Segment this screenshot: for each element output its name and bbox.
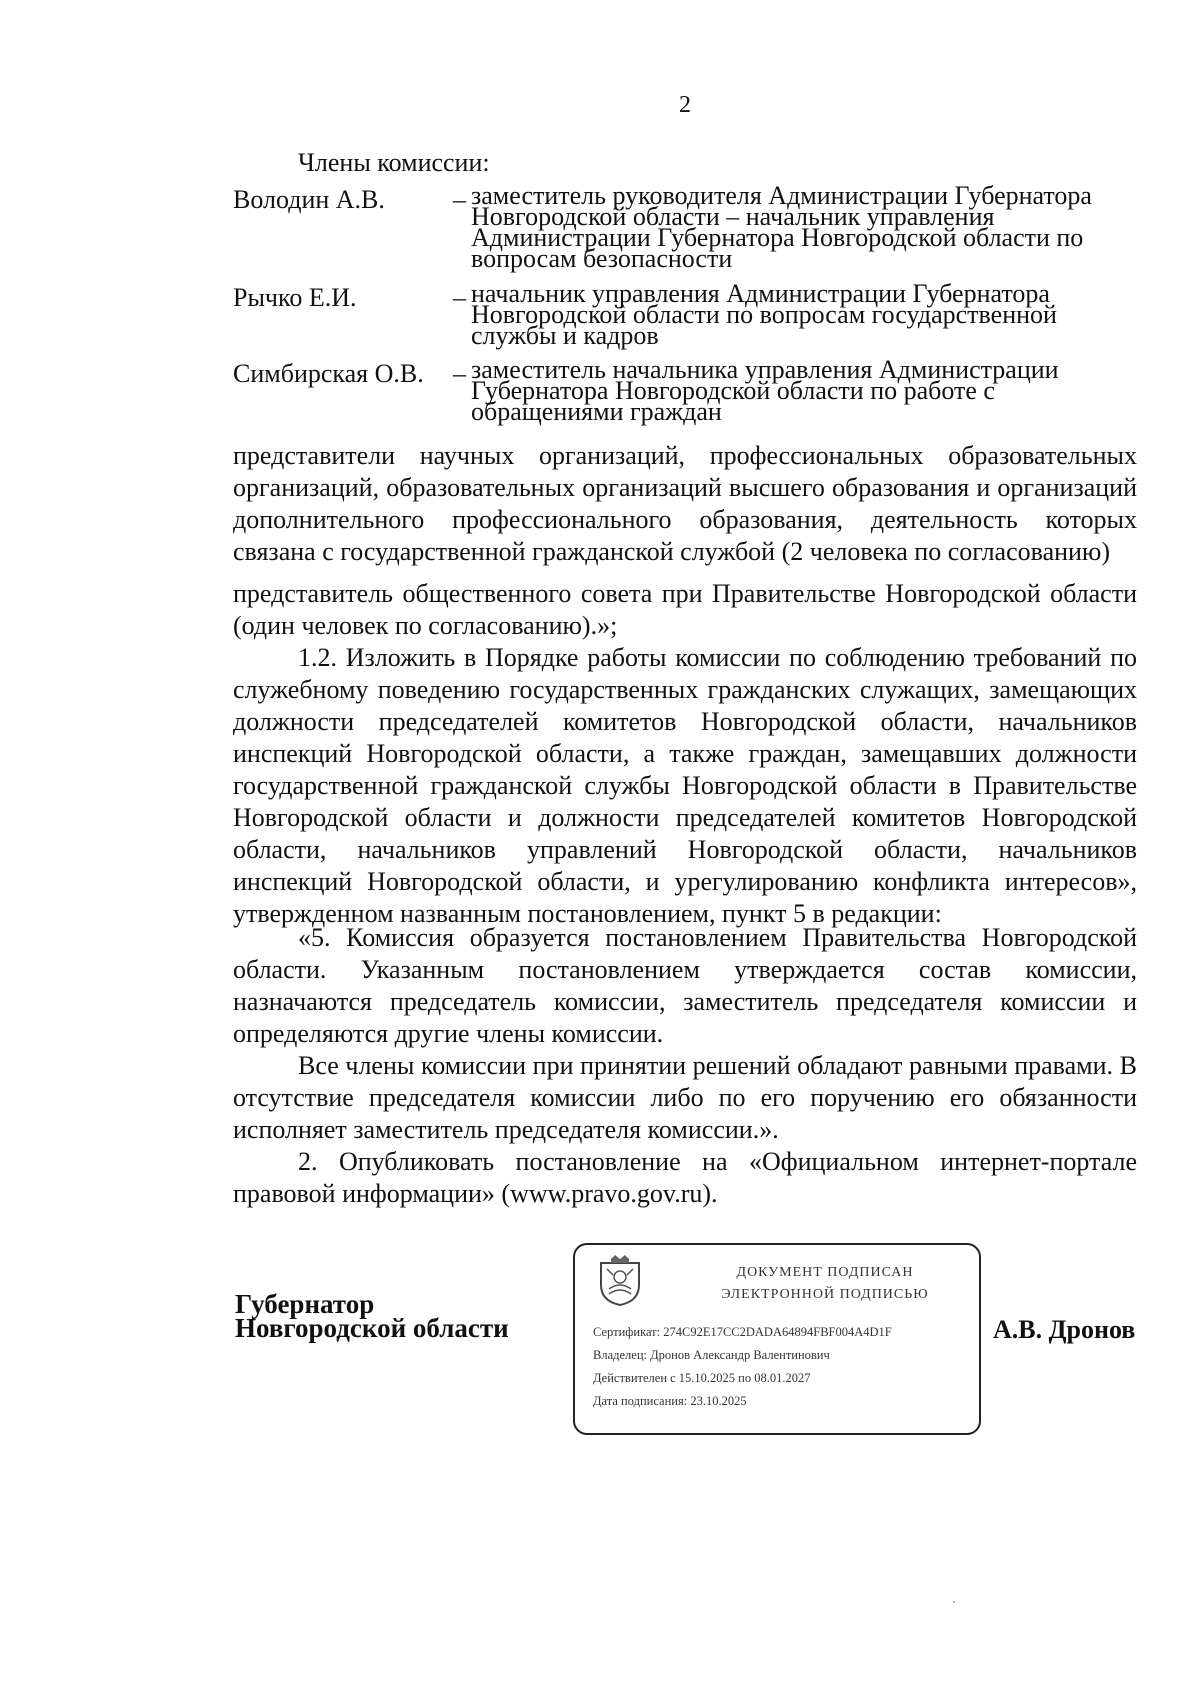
signature-title — [235, 1289, 509, 1343]
paragraph-representative-council: представитель общественного совета при Правительстве Новгородской области (один человек по согласованию).»; — [233, 579, 1137, 640]
scan-speck — [953, 1601, 955, 1603]
signature-title-line2: Новгородской области — [235, 1313, 509, 1343]
stamp-caption-line1: ДОКУМЕНТ ПОДПИСАН — [736, 1265, 914, 1280]
members-heading: Члены комиссии: — [298, 148, 490, 177]
member-description: начальник управления Администрации Губернатора Новгородской области по вопросам государственной службы и кадров — [471, 279, 1057, 350]
member-dash: – — [453, 283, 466, 312]
signature-name: А.В. Дронов — [993, 1315, 1136, 1344]
member-description: заместитель начальника управления Администрации Губернатора Новгородской области по работе с обращениями граждан — [471, 355, 1059, 426]
coat-of-arms-icon — [597, 1255, 643, 1307]
member-name: Симбирская О.В. — [233, 359, 424, 388]
member-description: заместитель руководителя Администрации Губернатора Новгородской области – начальник управления Администрации Губернатора Новгородской области по вопросам безопасности — [471, 181, 1092, 273]
paragraph-representatives-science: представители научных организаций, профессиональных образовательных организаций, образовательных организаций высшего образования и организаций дополнительного профессионального образования, деятельность которых связана с государственной гражданской службой (2 человека по согласованию) — [233, 441, 1137, 566]
signature-title-line1: Губернатор — [235, 1289, 375, 1319]
paragraph-1-2: 1.2. Изложить в Порядке работы комиссии по соблюдению требований по служебному поведению государственных гражданских служащих, замещающих должности председателей комитетов Новгородской области, начальников инспекций Новгородской области, а также граждан, замещавших должности государственной гражданской службы Новгородской области в Правительстве Новгородской области и должности председателей комитетов Новгородской области, начальников управлений Новгородской области, начальников инспекций Новгородской области, и урегулированию конфликта интересов», утвержденном названным постановлением, пункт 5 в редакции: — [233, 643, 1137, 928]
page-number: 2 — [679, 92, 691, 118]
stamp-valid: Действителен с 15.10.2025 по 08.01.2027 — [593, 1371, 811, 1385]
stamp-signed-date: Дата подписания: 23.10.2025 — [593, 1394, 747, 1408]
paragraph-equal-rights: Все члены комиссии при принятии решений обладают равными правами. В отсутствие председателя комиссии либо по его поручению его обязанности исполняет заместитель председателя комиссии.». — [233, 1051, 1137, 1144]
member-name: Рычко Е.И. — [233, 283, 357, 312]
electronic-signature-stamp — [573, 1243, 981, 1435]
member-name: Володин А.В. — [233, 185, 385, 214]
member-dash: – — [453, 359, 466, 388]
stamp-caption-line2: ЭЛЕКТРОННОЙ ПОДПИСЬЮ — [721, 1287, 929, 1302]
paragraph-2-publish: 2. Опубликовать постановление на «Официальном интернет-портале правовой информации» (www.pravo.gov.ru). — [233, 1147, 1137, 1208]
member-dash: – — [453, 185, 466, 214]
stamp-certificate: Сертификат: 274C92E17CC2DADA64894FBF004A4D1F — [593, 1325, 892, 1339]
paragraph-5: «5. Комиссия образуется постановлением Правительства Новгородской области. Указанным постановлением утверждается состав комиссии, назначаются председатель комиссии, заместитель председателя комиссии и определяются другие члены комиссии. — [233, 923, 1137, 1048]
stamp-owner: Владелец: Дронов Александр Валентинович — [593, 1348, 830, 1362]
